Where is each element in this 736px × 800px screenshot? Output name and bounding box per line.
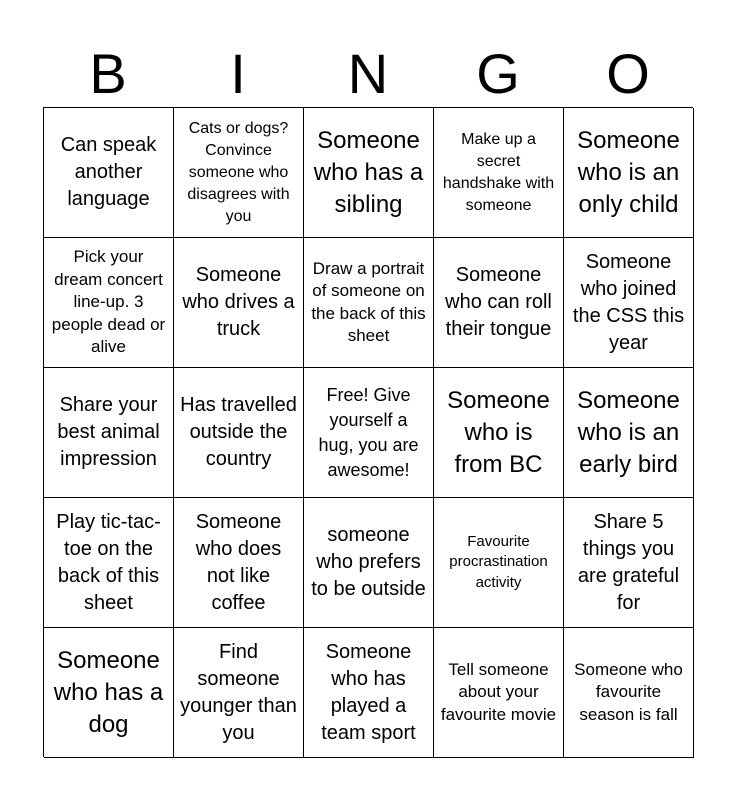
bingo-cell[interactable]: [564, 108, 694, 238]
bingo-cell[interactable]: [304, 238, 434, 368]
cell-text: Has travelled outside the country: [180, 394, 297, 470]
bingo-cell[interactable]: [304, 498, 434, 628]
bingo-cell[interactable]: [44, 628, 174, 758]
cell-text: Draw a portrait of someone on the back of this sheet: [311, 258, 426, 345]
cell-text: Share your best animal impression: [57, 394, 160, 470]
cell-text: Play tic-tac-toe on the back of this sheet: [56, 510, 161, 614]
bingo-cell[interactable]: [564, 628, 694, 758]
cell-text: Someone who is from BC: [447, 386, 550, 478]
bingo-cell[interactable]: [564, 498, 694, 628]
cell-text: Share 5 things you are grateful for: [577, 510, 680, 614]
cell-text: Someone who is an only child: [577, 126, 680, 218]
cell-text: Someone who does not like coffee: [195, 510, 282, 614]
bingo-cell[interactable]: [434, 108, 564, 238]
cell-text: Free! Give yourself a hug, you are awesome!: [318, 384, 419, 480]
cell-text: Someone who is an early bird: [577, 386, 680, 478]
bingo-cell[interactable]: [174, 628, 304, 758]
cell-text: Someone who has a sibling: [313, 126, 424, 218]
cell-text: someone who prefers to be outside: [311, 524, 426, 600]
cell-text: Make up a secret handshake with someone: [442, 130, 555, 214]
bingo-cell[interactable]: [44, 368, 174, 498]
bingo-cell[interactable]: [304, 108, 434, 238]
bingo-cell[interactable]: [44, 108, 174, 238]
cell-text: Pick your dream concert line-up. 3 people dead or alive: [51, 247, 166, 357]
cell-text: Someone who can roll their tongue: [445, 264, 552, 340]
cell-text: Find someone younger than you: [180, 640, 297, 744]
bingo-cell[interactable]: [44, 498, 174, 628]
bingo-cell[interactable]: [434, 498, 564, 628]
cell-text: Favourite procrastination activity: [449, 532, 548, 591]
header-letter-g: G: [476, 42, 520, 105]
cell-text: Someone who has a dog: [53, 646, 164, 738]
bingo-cell[interactable]: [564, 368, 694, 498]
bingo-cell[interactable]: [434, 238, 564, 368]
cell-text: Someone who has played a team sport: [321, 640, 416, 744]
bingo-cell[interactable]: [174, 108, 304, 238]
cell-text: Someone who joined the CSS this year: [572, 250, 685, 354]
bingo-cell[interactable]: [434, 628, 564, 758]
bingo-header: [43, 42, 693, 106]
cell-text: Tell someone about your favourite movie: [440, 659, 557, 724]
header-letter-n: N: [347, 42, 389, 105]
bingo-card-grid: [43, 107, 693, 757]
bingo-cell[interactable]: [44, 238, 174, 368]
header-letter-i: I: [230, 42, 246, 105]
bingo-cell[interactable]: [174, 498, 304, 628]
cell-text: Someone who drives a truck: [182, 264, 295, 340]
bingo-cell[interactable]: [564, 238, 694, 368]
bingo-cell[interactable]: [174, 238, 304, 368]
cell-text: Cats or dogs? Convince someone who disagrees with you: [187, 119, 290, 225]
header-letter-o: O: [606, 42, 650, 105]
cell-text: Someone who favourite season is fall: [574, 659, 683, 724]
bingo-cell[interactable]: [174, 368, 304, 498]
header-letter-b: B: [89, 42, 127, 105]
bingo-cell[interactable]: [304, 368, 434, 498]
bingo-cell[interactable]: [434, 368, 564, 498]
cell-text: Can speak another language: [60, 134, 157, 210]
bingo-cell[interactable]: [304, 628, 434, 758]
